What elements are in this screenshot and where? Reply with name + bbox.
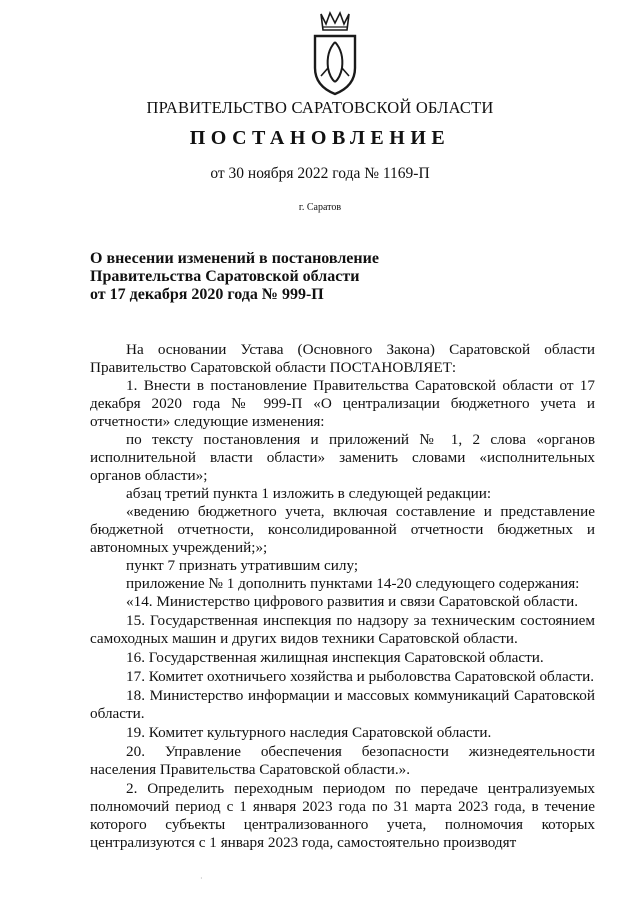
paragraph: 17. Комитет охотничьего хозяйства и рыболовства Саратовской области. bbox=[126, 668, 595, 685]
paragraph: 15. Государственная инспекция по надзору за техническим состоянием самоходных машин и других видов техники Саратовской области. bbox=[90, 612, 595, 647]
paragraph: На основании Устава (Основного Закона) Саратовской области Правительство Саратовской области ПОСТАНОВЛЯЕТ: bbox=[90, 341, 595, 376]
subject-line: от 17 декабря 2020 года № 999-П bbox=[90, 286, 324, 303]
decree-date-number: от 30 ноября 2022 года № 1169-П bbox=[210, 165, 430, 182]
paragraph: приложение № 1 дополнить пунктами 14-20 следующего содержания: bbox=[126, 575, 580, 592]
decree-title: ПОСТАНОВЛЕНИЕ bbox=[189, 127, 451, 149]
saratov-coat-of-arms-icon bbox=[309, 10, 361, 96]
subject-line: Правительства Саратовской области bbox=[90, 268, 360, 285]
paragraph: по тексту постановления и приложений № 1, 2 слова «органов исполнительной власти области» заменить словами «исполнительных органов области»; bbox=[90, 431, 595, 484]
subject-line: О внесении изменений в постановление bbox=[90, 250, 379, 267]
paragraph: «ведению бюджетного учета, включая составление и представление бюджетной отчетности, консолидированной отчетности бюджетных и автономных учреждений;»; bbox=[90, 503, 595, 556]
decree-body bbox=[90, 341, 595, 852]
paragraph: пункт 7 признать утратившим силу; bbox=[126, 557, 359, 574]
paragraph: «14. Министерство цифрового развития и связи Саратовской области. bbox=[126, 593, 579, 610]
paragraph: 1. Внести в постановление Правительства Саратовской области от 17 декабря 2020 года № 999-П «О централизации бюджетного учета и отчетности» следующие изменения: bbox=[90, 377, 595, 430]
paragraph: 16. Государственная жилищная инспекция Саратовской области. bbox=[126, 649, 544, 666]
paragraph: 19. Комитет культурного наследия Саратовской области. bbox=[126, 724, 492, 741]
paragraph: 2. Определить переходным периодом по передаче централизуемых полномочий период с 1 января 2023 года по 31 марта 2023 года, в течение которого субъекты централизованного учета, полномочия которых централизуются с 1 января 2023 года, самостоятельно производят bbox=[90, 780, 595, 851]
decree-subject bbox=[90, 250, 410, 304]
paragraph: 18. Министерство информации и массовых коммуникаций Саратовской области. bbox=[90, 687, 595, 722]
paragraph: абзац третий пункта 1 изложить в следующей редакции: bbox=[126, 485, 492, 502]
city-label: г. Саратов bbox=[298, 202, 342, 213]
government-title: ПРАВИТЕЛЬСТВО САРАТОВСКОЙ ОБЛАСТИ bbox=[146, 98, 494, 117]
paragraph: 20. Управление обеспечения безопасности жизнедеятельности населения Правительства Саратовской области.». bbox=[90, 743, 595, 778]
scan-dot: · bbox=[200, 874, 203, 883]
